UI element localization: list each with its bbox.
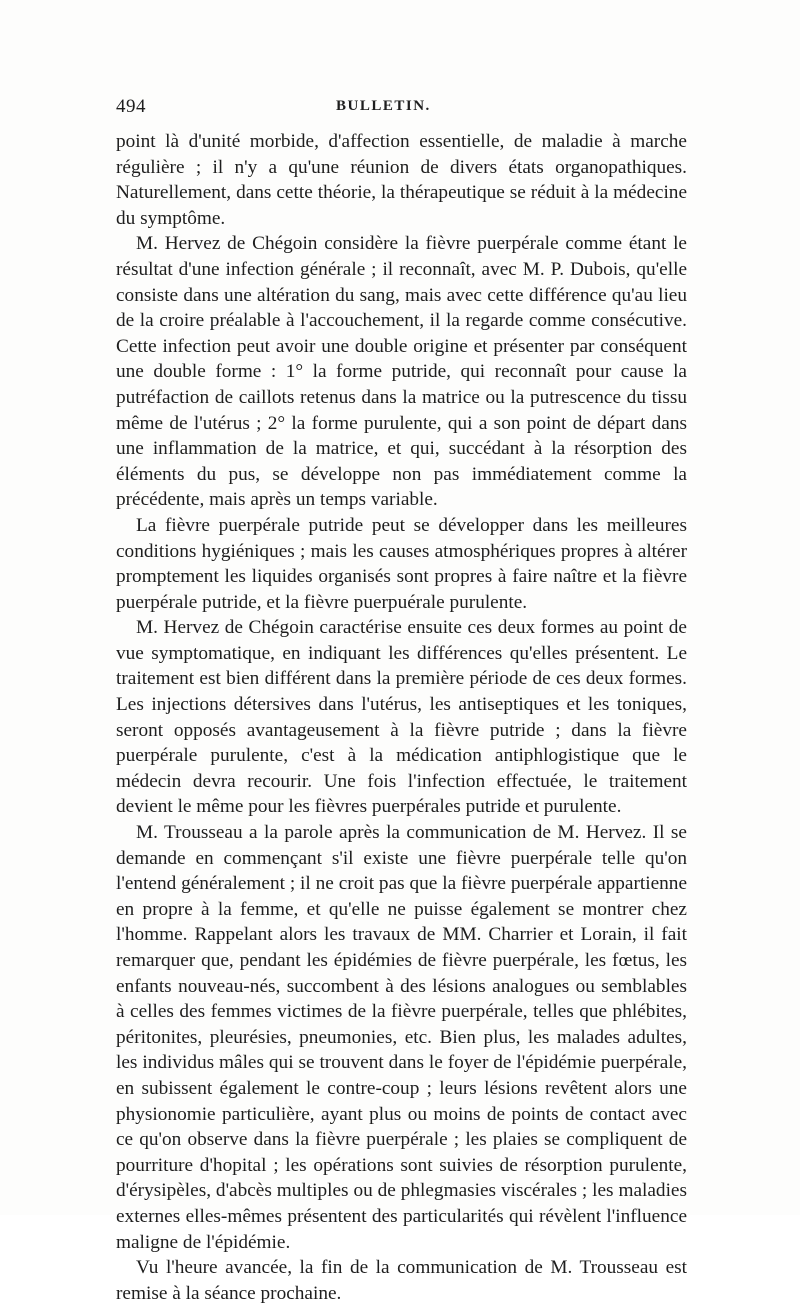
paragraph-trousseau: M. Trousseau a la parole après la communication de M. Hervez. Il se demande en commençant s'il existe une fièvre puerpérale telle qu'on l'entend généralement ; il ne croit pas que la fièvre puerpérale appartienne en propre à la femme, et qu'elle ne puisse également se montrer chez l'homme. Rappelant alors les travaux de MM. Charrier et Lorain, il fait remarquer que, pendant les épidémies de fièvre puerpérale, les fœtus, les enfants nouveau-nés, succombent à des lésions analogues ou semblables à celles des femmes victimes de la fièvre puerpérale, telles que phlébites, péritonites, pleurésies, pneumonies, etc. Bien plus, les malades adultes, les individus mâles qui se trouvent dans le foyer de l'épidémie puerpérale, en subissent également le contre-coup ; leurs lésions revêtent alors une physionomie particulière, ayant plus ou moins de points de contact avec ce qu'on observe dans la fièvre puerpérale ; les plaies se compliquent de pourriture d'hopital ; les opérations sont suivies de résorption purulente, d'érysipèles, d'abcès multiples ou de phlegmasies viscérales ; les maladies externes elles-mêmes présentent des particularités qui révèlent l'influence maligne de l'épidémie. bbox=[116, 822, 687, 1253]
page-number: 494 bbox=[116, 96, 146, 117]
paragraph-continuation: point là d'unité morbide, d'affection essentielle, de maladie à marche régulière ; il n'y a qu'une réunion de divers états organopathiques. Naturellement, dans cette théorie, la thérapeutique se réduit à la médecine du symptôme. bbox=[116, 131, 687, 229]
paragraph-hervez-treatment: M. Hervez de Chégoin caractérise ensuite ces deux formes au point de vue symptomatique, en indiquant les différences qu'elles présentent. Le traitement est bien différent dans la première période de ces deux formes. Les injections détersives dans l'utérus, les antiseptiques et les toniques, seront opposés avantageusement à la fièvre putride ; dans la fièvre puerpérale purulente, c'est à la médication antiphlogistique que le médecin devra recourir. Une fois l'infection effectuée, le traitement devient le même pour les fièvres puerpérales putride et purulente. bbox=[116, 617, 687, 818]
running-title: BULLETIN. bbox=[336, 98, 431, 114]
running-head bbox=[116, 96, 687, 120]
paragraph-adjournment: Vu l'heure avancée, la fin de la communication de M. Trousseau est remise à la séance prochaine. bbox=[116, 1257, 687, 1304]
paragraph-hervez-infection: M. Hervez de Chégoin considère la fièvre puerpérale comme étant le résultat d'une infection générale ; il reconnaît, avec M. P. Dubois, qu'elle consiste dans une altération du sang, mais avec cette différence qu'au lieu de la croire préalable à l'accouchement, il la regarde comme consécutive. Cette infection peut avoir une double origine et présenter par conséquent une double forme : 1° la forme putride, qui reconnaît pour cause la putréfaction de caillots retenus dans la matrice ou la putrescence du tissu même de l'utérus ; 2° la forme purulente, qui a son point de départ dans une inflammation de la matrice, et qui, succédant à la résorption des éléments du pus, se développe non pas immédiatement comme la précédente, mais après un temps variable. bbox=[116, 233, 687, 511]
paragraph-putrid-fever: La fièvre puerpérale putride peut se développer dans les meilleures conditions hygiéniques ; mais les causes atmosphériques propres à altérer promptement les liquides organisés sont propres à faire naître et la fièvre puerpérale putride, et la fièvre puerpuérale purulente. bbox=[116, 514, 687, 613]
body-text bbox=[116, 129, 687, 1306]
